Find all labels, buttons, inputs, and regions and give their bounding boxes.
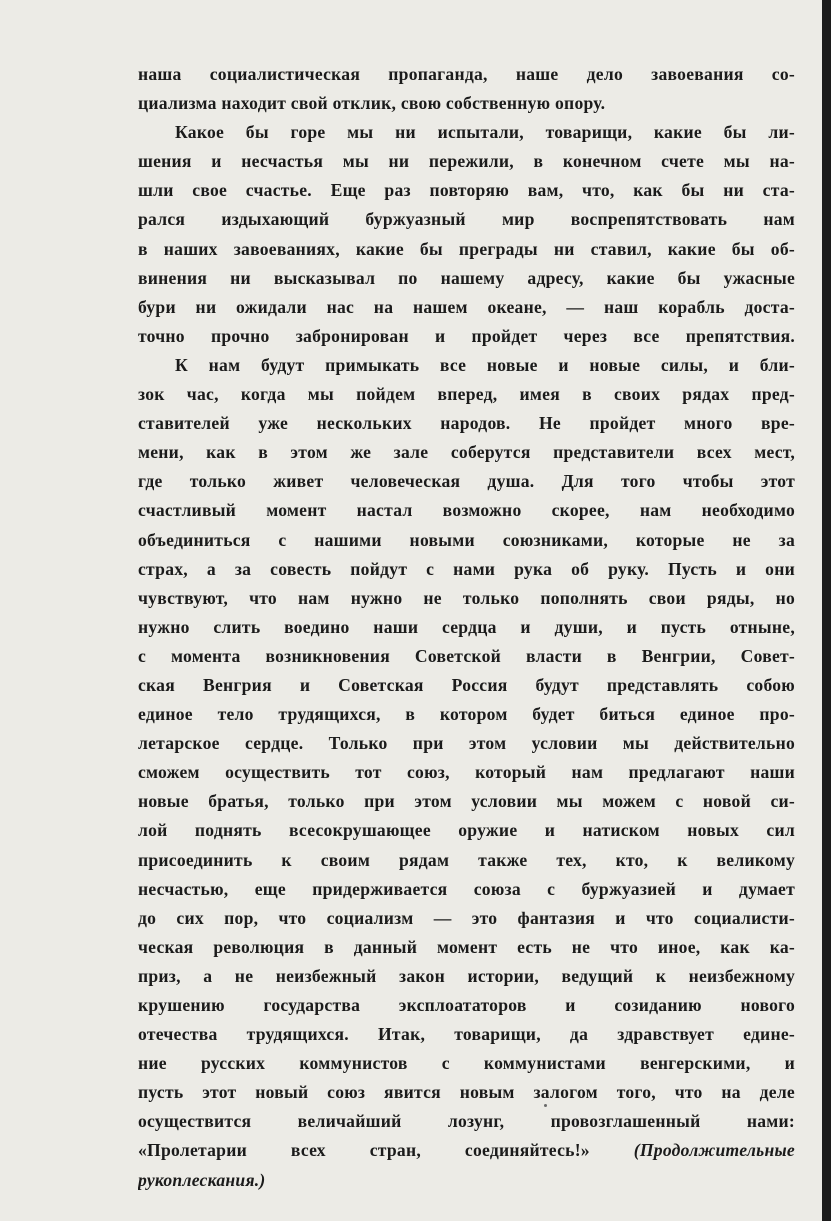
text-line: лой поднять всесокрушающее оружие и натиском новых сил [138, 820, 795, 841]
stage-remark-end: рукоплескания.) [138, 1169, 266, 1190]
text-line: мени, как в этом же зале соберутся представители всех мест, [138, 442, 795, 463]
text-line: присоединить к своим рядам также тех, кто, к великому [138, 849, 795, 870]
text-line: ставителей уже нескольких народов. Не пройдет много вре- [138, 413, 795, 434]
text-line: винения ни высказывал по нашему адресу, какие бы ужасные [138, 267, 795, 288]
text-line: ческая революция в данный момент есть не что иное, как ка- [138, 936, 795, 957]
paragraph-2 [138, 118, 795, 351]
text-line: страх, а за совесть пойдут с нами рука об руку. Пусть и они [138, 558, 795, 579]
text-line: счастливый момент настал возможно скорее, нам необходимо [138, 500, 795, 521]
text-line: К нам будут примыкать все новые и новые силы, и бли- [175, 354, 795, 375]
text-line: с момента возникновения Советской власти в Венгрии, Совет- [138, 645, 795, 666]
text-line: осуществится величайший лозунг, провозглашенный нами: [138, 1111, 795, 1132]
text-line: Какое бы горе мы ни испытали, товарищи, какие бы ли- [175, 122, 795, 143]
paragraph-3 [138, 351, 795, 1195]
page-text [138, 60, 795, 1195]
text-line: приз, а не неизбежный закон истории, ведущий к неизбежному [138, 965, 795, 986]
text-line: новые братья, только при этом условии мы можем с новой си- [138, 791, 795, 812]
paper-speck [544, 1104, 547, 1107]
text-line-with-remark [138, 1136, 795, 1165]
text-line: зок час, когда мы пойдем вперед, имея в своих рядах пред- [138, 384, 795, 405]
text-line: в наших завоеваниях, какие бы преграды ни ставил, какие бы об- [138, 238, 795, 259]
text-line: шения и несчастья мы ни пережили, в конечном счете мы на- [138, 151, 795, 172]
text-line: ская Венгрия и Советская Россия будут представлять собою [138, 674, 795, 695]
text-line: рался издыхающий буржуазный мир воспрепятствовать нам [138, 209, 795, 230]
text-line: отечества трудящихся. Итак, товарищи, да здравствует едине- [138, 1024, 795, 1045]
text-line: летарское сердце. Только при этом условии мы действительно [138, 733, 795, 754]
text-line: чувствуют, что нам нужно не только пополнять свои ряды, но [138, 587, 795, 608]
text-line: сможем осуществить тот союз, который нам предлагают наши [138, 762, 795, 783]
paragraph-1 [138, 60, 795, 118]
text-line: объединиться с нашими новыми союзниками, которые не за [138, 529, 795, 550]
text-line: точно прочно забронирован и пройдет через все препятствия. [138, 325, 795, 346]
text-line: несчастью, еще придерживается союза с буржуазией и думает [138, 878, 795, 899]
stage-remark-start: (Продолжительные [633, 1140, 795, 1161]
text-line: нужно слить воедино наши сердца и души, и пусть отныне, [138, 616, 795, 637]
text-line: циализма находит свой отклик, свою собственную опору. [138, 93, 606, 114]
text-line: бури ни ожидали нас на нашем океане, — наш корабль доста- [138, 296, 795, 317]
text-line: до сих пор, что социализм — это фантазия и что социалисти- [138, 907, 795, 928]
text-line: где только живет человеческая душа. Для того чтобы этот [138, 471, 795, 492]
text-line: ние русских коммунистов с коммунистами венгерскими, и [138, 1053, 795, 1074]
text-line: единое тело трудящихся, в котором будет биться единое про- [138, 704, 795, 725]
text-line: пусть этот новый союз явится новым залогом того, что на деле [138, 1082, 795, 1103]
text-line: шли свое счастье. Еще раз повторяю вам, что, как бы ни ста- [138, 180, 795, 201]
text-line: крушению государства эксплоататоров и созиданию нового [138, 995, 795, 1015]
text-line-quote: «Пролетарии всех стран, соединяйтесь!» [138, 1140, 590, 1161]
text-line: наша социалистическая пропаганда, наше дело завоевания со- [138, 64, 795, 84]
